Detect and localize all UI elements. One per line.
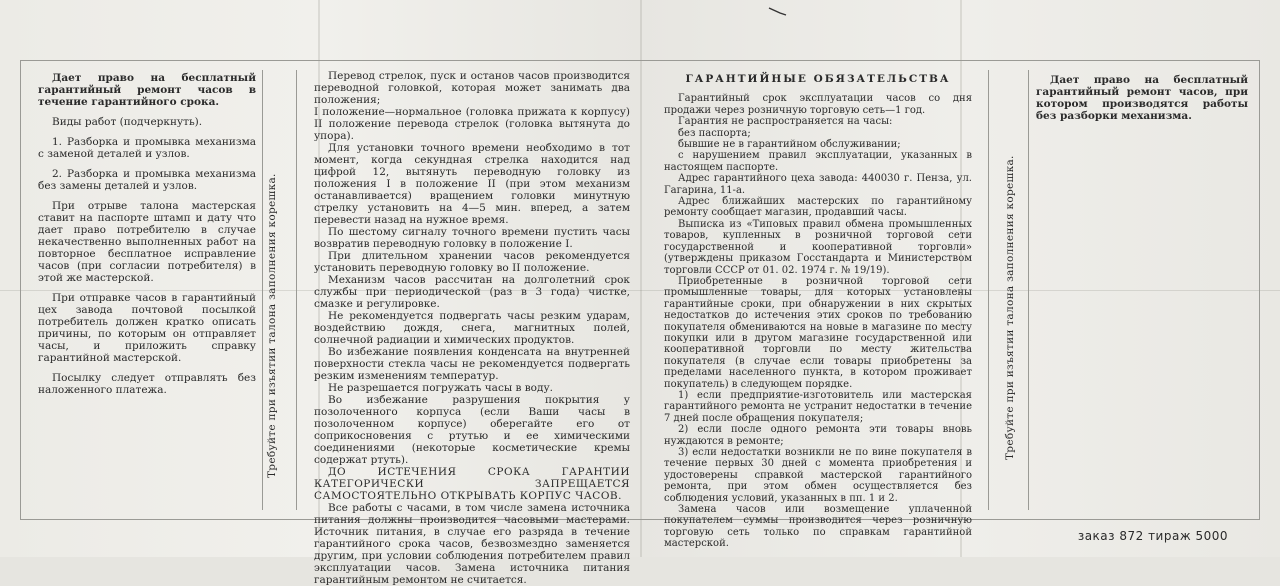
instruction-paragraph: Все работы с часами, в том числе замена источника питания должны производится часовыми мастерами. Источник питания, в случае его разряда в течение гарантийного срока часов, безвозмездно заменяется другим, при условии соблюдения потребителем правил эксплуатации часов. Замена источника питания гарантийным ремонтом не считается. xyxy=(314,502,630,586)
stub-label: Требуйте при изъятии талона заполнения корешка. xyxy=(1004,155,1016,460)
warranty-paragraph: Приобретенные в розничной торговой сети промышленные товары, для которых установлены гарантийные сроки, при обнаружении в них скрытых недостатков до истечения этих сроков по требованию покупателя обмениваются на новые в магазине по месту покупки или в другом магазине государственной или кооперативной торговли по месту жительства покупателя (в случае если товары приобретены за пределами населенного пункта, в котором проживает покупатель) в следующем порядке. xyxy=(664,275,972,390)
warranty-paragraph: 1) если предприятие-изготовитель или мастерская гарантийного ремонта не устранит недостатки в течение 7 дней после обращения покупателя; xyxy=(664,389,972,424)
warranty-paragraph: бывшие не в гарантийном обслуживании; xyxy=(678,139,901,151)
print-order-info: заказ 872 тираж 5000 xyxy=(1077,529,1228,543)
instructions-column xyxy=(314,70,630,586)
work-type-2: 2. Разборка и промывка механизма без замены деталей и узлов. xyxy=(38,168,256,192)
ink-mark xyxy=(768,6,788,16)
warranty-paragraph: 3) если недостатки возникли не по вине покупателя в течение первых 30 дней с момента приобретения и удостоверены справкой мастерской гарантийного ремонта, при этом обмен осуществляется без соблюдения условий, указанных в пп. 1 и 2. xyxy=(664,447,972,504)
coupon-title: Дает право на бесплатный гарантийный ремонт часов в течение гарантийного срока. xyxy=(38,72,256,108)
coupon-column-2 xyxy=(1036,74,1248,130)
warranty-paragraph: Гарантийный срок эксплуатации часов со дня продажи через розничную торговую сеть—1 год. xyxy=(664,93,972,116)
instruction-paragraph: Не рекомендуется подвергать часы резким ударам, воздействию дождя, снега, магнитных полей, солнечной радиации и химических продуктов. xyxy=(314,310,630,346)
perforation-line xyxy=(296,70,297,510)
warranty-paragraph: Адрес ближайших мастерских по гарантийному ремонту сообщает магазин, продавший часы. xyxy=(664,196,972,219)
coupon-title-2: Дает право на бесплатный гарантийный ремонт часов, при котором производятся работы без разборки механизма. xyxy=(1036,74,1248,122)
work-type-1: 1. Разборка и промывка механизма с заменой деталей и узлов. xyxy=(38,136,256,160)
perforation-line xyxy=(1028,70,1029,510)
instruction-paragraph: При длительном хранении часов рекомендуется установить переводную головку во II положение. xyxy=(314,250,630,274)
stub-label: Требуйте при изъятии талона заполнения корешка. xyxy=(266,173,278,478)
perforation-line xyxy=(988,70,989,510)
instruction-paragraph: Во избежание появления конденсата на внутренней поверхности стекла часы не рекомендуется подвергать резким изменениям температур. xyxy=(314,346,630,382)
instruction-paragraph: Для установки точного времени необходимо в тот момент, когда секундная стрелка находится над цифрой 12, вытянуть переводную головку из положения I в положение II (при этом механизм останавливается) вращением головки минутную стрелку установить на 4—5 мин. вперед, а затем перевести назад на нужное время. xyxy=(314,142,630,226)
instruction-paragraph: По шестому сигналу точного времени пустить часы возвратив переводную головку в положение I. xyxy=(314,226,630,250)
warranty-paragraph: с нарушением правил эксплуатации, указанных в настоящем паспорте. xyxy=(664,150,972,173)
warranty-paragraph: Адрес гарантийного цеха завода: 440030 г. Пенза, ул. Гагарина, 11-а. xyxy=(664,173,972,196)
coupon-column xyxy=(38,72,256,404)
warning-paragraph: ДО ИСТЕЧЕНИЯ СРОКА ГАРАНТИИ КАТЕГОРИЧЕСКИ ЗАПРЕЩАЕТСЯ САМОСТОЯТЕЛЬНО ОТКРЫВАТЬ КОРПУС ЧАСОВ. xyxy=(314,466,630,502)
warranty-paragraph: Гарантия не распространяется на часы: xyxy=(678,116,893,128)
warranty-paragraph: без паспорта; xyxy=(678,127,751,139)
instruction-paragraph: Во избежание разрушения покрытия у позолоченного корпуса (если Ваши часы в позолоченном корпусе) оберегайте его от соприкосновения с ртутью и ее химическими соединениями (некоторые косметические кремы содержат ртуть). xyxy=(314,394,630,466)
coupon-para-3: Посылку следует отправлять без наложенного платежа. xyxy=(38,372,256,396)
warranty-title: ГАРАНТИЙНЫЕ ОБЯЗАТЕЛЬСТВА xyxy=(685,73,951,85)
works-header: Виды работ (подчеркнуть). xyxy=(52,116,203,128)
coupon-para-2: При отправке часов в гарантийный цех завода почтовой посылкой потребитель должен кратко описать причины, по которым он отправляет часы, и приложить справку гарантийной мастерской. xyxy=(38,292,256,364)
instruction-paragraph: I положение—нормальное (головка прижата к корпусу) II положение перевода стрелок (головка вытянута до упора). xyxy=(314,106,630,142)
warranty-column xyxy=(664,74,972,550)
warranty-paragraph: Выписка из «Типовых правил обмена промышленных товаров, купленных в розничной торговой сети государственной и кооперативной торговли» (утверждены приказом Госстандарта и Министерством торговли СССР от 01. 02. 1974 г. № 19/19). xyxy=(664,218,972,276)
perforation-line xyxy=(262,70,263,510)
warranty-paragraph: 2) если после одного ремонта эти товары вновь нуждаются в ремонте; xyxy=(664,424,972,447)
instruction-paragraph: Механизм часов рассчитан на долголетний срок службы при периодической (раз в 3 года) чистке, смазке и регулировке. xyxy=(314,274,630,310)
instruction-paragraph: Не разрешается погружать часы в воду. xyxy=(328,382,553,394)
coupon-para-1: При отрыве талона мастерская ставит на паспорте штамп и дату что дает право потребителю в случае некачественно выполненных работ на повторное бесплатное исправление часов (при согласии потребителя) в этой же мастерской. xyxy=(38,200,256,284)
instruction-paragraph: Перевод стрелок, пуск и останов часов производится переводной головкой, которая может занимать два положения; xyxy=(314,70,630,106)
warranty-paragraph: Замена часов или возмещение уплаченной покупателем суммы производится через розничную торговую сеть только по справкам гарантийной мастерской. xyxy=(664,504,972,550)
